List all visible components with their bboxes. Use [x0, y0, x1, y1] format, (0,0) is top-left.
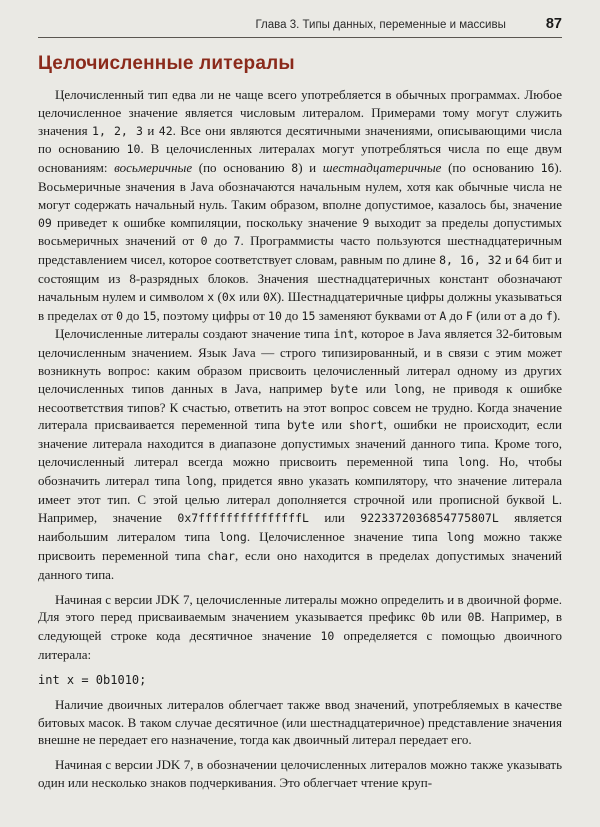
text-run: (или от	[472, 307, 520, 323]
inline-code: long	[458, 454, 486, 469]
inline-code: a	[519, 308, 527, 323]
inline-code: long	[219, 530, 247, 545]
text-run: . В целочисленных литералах могут употребляться числа по еще двум основаниям:	[38, 141, 562, 176]
text-run: до	[446, 307, 466, 323]
paragraph	[38, 696, 562, 749]
inline-code: byte	[330, 381, 359, 396]
inline-code: 0B	[467, 610, 482, 625]
inline-code: 0b	[421, 610, 436, 625]
inline-code: 16	[540, 161, 555, 176]
inline-code: byte	[286, 418, 315, 433]
text-run: . Все они являются десятичными значениями, описывающими числа по основанию	[38, 122, 562, 157]
paragraph	[38, 325, 562, 583]
inline-code: 09	[38, 215, 52, 230]
text-run: или	[308, 510, 361, 526]
inline-code: F	[465, 308, 473, 323]
text-run: Целочисленный тип едва ли не чаще всего употребляется в обычных программах. Любое целочисленное значение является числовым литералом. Примерами тому могут служить значения	[38, 87, 562, 138]
text-run: бит и состоящим из 8-разрядных блоков. Значения шестнадцатеричных констант обозначают начальным нулем и символом	[38, 252, 562, 304]
inline-code: 8, 16, 32	[439, 253, 502, 268]
text-run: (по основанию	[441, 160, 541, 176]
text-run: , не приводя к ошибке несоответствия типов? К счастью, ответить на этот вопрос совсем не трудно. Когда значение литерала присваивается переменной типа	[38, 380, 562, 433]
text-run: до	[123, 307, 143, 323]
text-run: или	[314, 417, 349, 433]
inline-code: long	[446, 530, 475, 545]
text-run: . Но, чтобы обозначить литерал типа	[38, 453, 562, 488]
paragraph	[38, 86, 562, 325]
text-run: Целочисленные литералы создают значение типа	[55, 326, 334, 342]
text-run: можно также присвоить переменной типа	[38, 529, 562, 563]
inline-code: 0	[116, 308, 124, 323]
text-run: или	[358, 380, 394, 396]
chapter-header: Глава 3. Типы данных, переменные и массивы	[255, 19, 506, 31]
text-run: заменяют буквами от	[315, 307, 440, 323]
text-run: или	[235, 288, 263, 304]
inline-code: 10	[126, 142, 141, 157]
text-run: и	[501, 252, 516, 268]
text-run: или	[435, 609, 468, 625]
inline-code: 9223372036854775807L	[360, 511, 499, 526]
text-run: . Программисты часто пользуются шестнадцатеричным представлением чисел, которое соответствует словам, равным по длине	[38, 233, 562, 268]
inline-code: int	[333, 327, 355, 342]
inline-code: 7	[233, 234, 241, 249]
inline-code: f	[545, 308, 553, 323]
code-block: int x = 0b1010;	[38, 672, 147, 687]
inline-code: short	[348, 418, 384, 433]
text-run: , которое в Java является 32-битовым целочисленным значением. Язык Java — строго типизированный, и в связи с этим может возникнуть вопрос: каким образом присвоить целочисленный литерал одному из других целочисленных типов данных в Java, например	[38, 326, 562, 396]
inline-code: A	[439, 308, 447, 323]
text-run: (по основанию	[192, 160, 292, 176]
text-run: , поэтому цифры от	[156, 307, 269, 323]
section-title: Целочисленные литералы	[38, 53, 295, 74]
inline-code: 0x	[221, 289, 236, 304]
text-run: , придется явно указать компилятору, что значение литерала имеет этот тип. С этой целью литерал дополняется строчной или прописной буквой	[38, 472, 562, 507]
inline-code: x	[207, 289, 215, 304]
page-header	[38, 16, 562, 38]
text-run: определяется с помощью двоичного литерала:	[38, 628, 562, 662]
inline-code: 0X	[262, 289, 277, 304]
inline-code: 0	[200, 234, 208, 249]
paragraph	[38, 756, 562, 792]
inline-code: 10	[320, 629, 335, 644]
body-content	[38, 86, 562, 792]
inline-code: 0x7fffffffffffffffL	[177, 511, 309, 526]
text-run: Начиная с версии JDK 7, целочисленные литералы можно определить и в двоичной форме. Для этого перед присваиваемым значением указывается префикс	[38, 591, 562, 625]
text-run: восьмеричные	[114, 160, 193, 176]
text-run: . Например, значение	[38, 491, 562, 526]
text-run: . Например, в следующей строке кода десятичное значение	[38, 609, 562, 644]
inline-code: char	[207, 548, 235, 563]
page-number: 87	[545, 16, 562, 32]
text-run: (	[214, 288, 222, 304]
text-run: . Целочисленное значение типа	[246, 529, 447, 545]
inline-code: 10	[268, 308, 282, 323]
inline-code: 1, 2, 3	[92, 123, 143, 138]
inline-code: 9	[362, 215, 370, 230]
inline-code: 42	[158, 123, 173, 138]
inline-code: 15	[142, 308, 157, 323]
paragraph	[38, 591, 562, 664]
text-run: ). Шестнадцатеричные цифры должны указываться в пределах от	[38, 288, 562, 323]
text-run: ). Восьмеричные значения в Java обозначаются начальным нулем, хотя как обычные числа не могут содержать начальный нуль. Таким образом, вполне допустимое, казалось бы, значение	[38, 160, 563, 212]
inline-code: 15	[301, 308, 316, 323]
text-run: до	[207, 233, 234, 249]
text-run: Начиная с версии JDK 7, в обозначении целочисленных литералов можно также указывать один или несколько знаков подчеркивания. Это облегчает чтение круп-	[38, 757, 562, 790]
text-run: и	[142, 122, 159, 138]
text-run: , если оно находится в пределах допустимых значений данного типа.	[38, 547, 562, 582]
text-run: , ошибки не происходит, если значение литерала находится в диапазоне допустимых значений данного типа. Кроме того, целочисленный литерал всегда можно присвоить переменной типа	[38, 417, 563, 469]
text-run: до	[281, 307, 302, 323]
text-run: до	[526, 307, 546, 323]
text-run: является наибольшим литералом типа	[38, 510, 563, 545]
inline-code: 64	[515, 253, 530, 268]
text-run: выходит за пределы допустимых восьмеричных значений от	[38, 214, 562, 249]
inline-code: long	[393, 381, 422, 396]
text-run: ).	[552, 307, 561, 323]
inline-code: 8	[291, 161, 299, 176]
text-run: ) и	[298, 160, 323, 176]
inline-code: long	[185, 473, 214, 488]
text-run: приведет к ошибке компиляции, поскольку значение	[51, 214, 363, 230]
inline-code: L	[551, 492, 559, 507]
text-run: шестнадцатеричные	[322, 160, 442, 176]
text-run: Наличие двоичных литералов облегчает также ввод значений, употребляемых в качестве битовых масок. В таком случае десятичное (или шестнадцатеричное) представление значения внешне не передает его назначение, тогда как двоичный литерал передает его.	[38, 696, 562, 748]
